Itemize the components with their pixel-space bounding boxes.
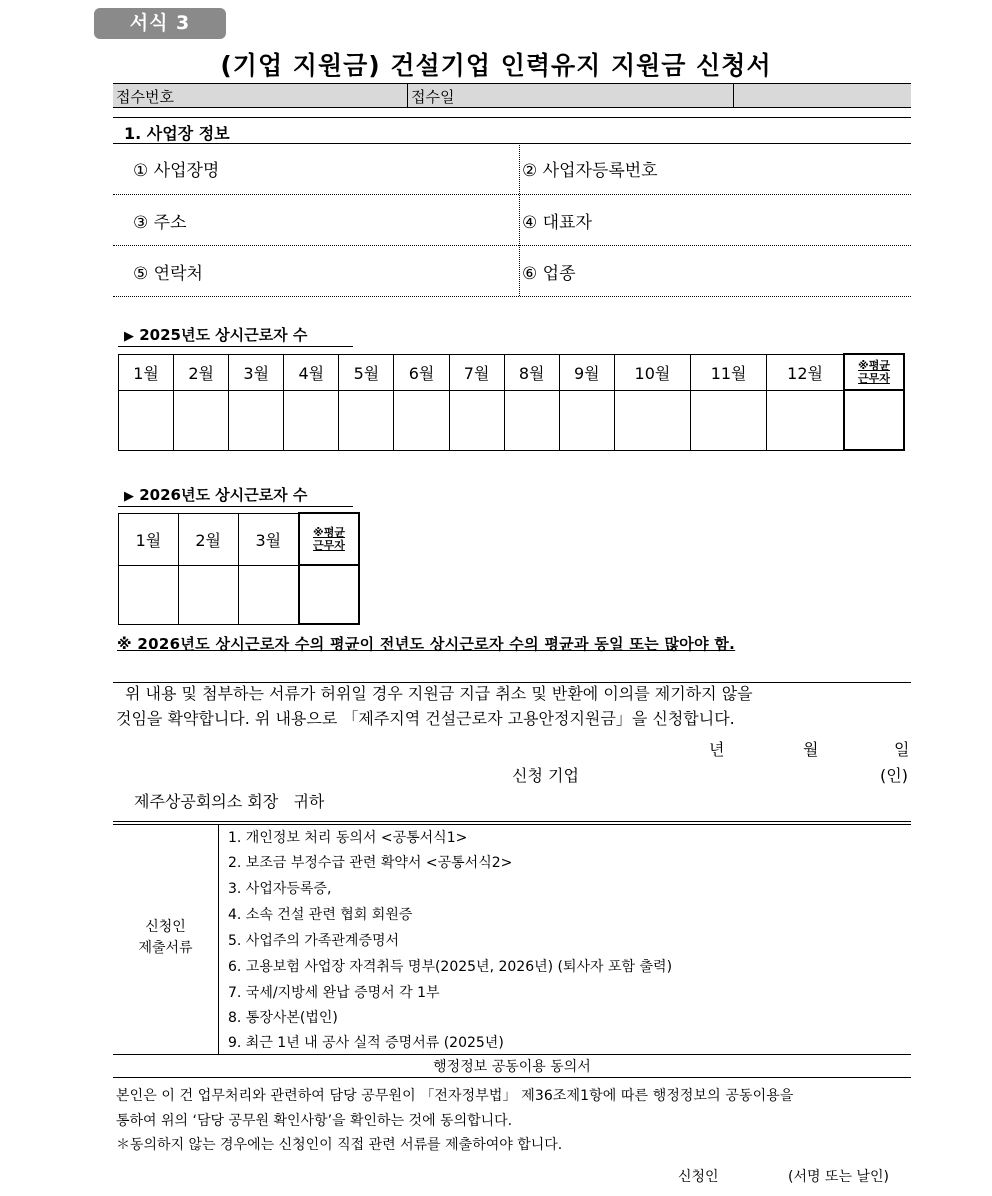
worker-count-cell[interactable] [449, 390, 504, 450]
document-item: 8. 통장사본(법인) [228, 1010, 338, 1026]
month-header: 2월 [174, 354, 229, 390]
worker-count-cell[interactable] [238, 565, 299, 624]
worker-count-cell[interactable] [614, 390, 690, 450]
month-header: 1월 [119, 354, 174, 390]
consent-line2: 통하여 위의 ‘담당 공무원 확인사항’을 확인하는 것에 동의합니다. [116, 1113, 513, 1129]
month-header: 11월 [691, 354, 767, 390]
document-item: 1. 개인정보 처리 동의서 <공통서식1> [228, 830, 468, 846]
document-item: 9. 최근 1년 내 공사 실적 증명서류 (2025년) [228, 1035, 504, 1051]
month-header: 9월 [559, 354, 614, 390]
applicant-company-label: 신청 기업 [512, 766, 579, 785]
month-header: 7월 [449, 354, 504, 390]
consent-line3: ＊동의하지 않는 경우에는 신청인이 직접 관련 서류를 제출하여야 합니다. [116, 1137, 563, 1153]
receipt-bar [113, 83, 911, 108]
average-worker-header: ※평균 근무자 [844, 354, 904, 390]
worker-count-cell[interactable] [767, 390, 844, 450]
worker-count-cell[interactable] [119, 390, 174, 450]
document-item: 7. 국세/지방세 완납 증명서 각 1부 [228, 985, 440, 1001]
month-header: 1월 [119, 513, 179, 565]
document-item: 2. 보조금 부정수급 관련 확약서 <공통서식2> [228, 855, 513, 871]
consent-applicant-label: 신청인 [678, 1169, 719, 1185]
triangle-bullet-icon: ▶ [124, 489, 134, 504]
date-year-label: 년 [709, 740, 725, 759]
month-header: 3월 [238, 513, 299, 565]
date-month-label: 월 [803, 740, 819, 759]
average-worker-header: ※평균 근무자 [299, 513, 359, 565]
workers-2025-heading: ▶ 2025년도 상시근로자 수 [124, 326, 308, 344]
documents-label: 신청인 제출서류 [138, 919, 193, 956]
workers-2026-table [118, 512, 360, 625]
declaration-line1: 위 내용 및 첨부하는 서류가 허위일 경우 지원금 지급 취소 및 반환에 이의를 제기하지 않을 [125, 684, 753, 703]
month-header: 5월 [339, 354, 394, 390]
seal-mark: (인) [880, 766, 908, 785]
month-header: 6월 [394, 354, 449, 390]
worker-count-cell[interactable] [178, 565, 238, 624]
date-day-label: 일 [894, 740, 910, 759]
worker-count-cell[interactable] [174, 390, 229, 450]
month-header: 12월 [767, 354, 844, 390]
document-item: 6. 고용보험 사업장 자격취득 명부(2025년, 2026년) (퇴사자 포함 출력) [228, 959, 673, 975]
address-field: ③ 주소 [133, 213, 187, 233]
month-header: 10월 [614, 354, 690, 390]
contact-field: ⑤ 연락처 [133, 264, 203, 284]
declaration-line2: 것임을 확약합니다. 위 내용으로 「제주지역 건설근로자 고용안정지원금」을 신청합니다. [116, 709, 735, 728]
worker-count-cell[interactable] [284, 390, 339, 450]
document-item: 3. 사업자등록증, [228, 881, 332, 897]
consent-signature-label: (서명 또는 날인) [788, 1169, 889, 1185]
business-reg-number-field: ② 사업자등록번호 [522, 161, 658, 181]
section1-heading: 1. 사업장 정보 [124, 124, 230, 143]
document-item: 5. 사업주의 가족관계증명서 [228, 933, 400, 949]
form-number-tag: 서식 3 [94, 8, 226, 39]
worker-count-cell[interactable] [504, 390, 559, 450]
addressee: 제주상공회의소 회장 귀하 [134, 792, 325, 811]
average-notice: ※ 2026년도 상시근로자 수의 평균이 전년도 상시근로자 수의 평균과 동일 또는 많아야 함. [117, 635, 736, 653]
worker-count-cell[interactable] [229, 390, 284, 450]
worker-count-cell[interactable] [394, 390, 449, 450]
worker-count-cell[interactable] [119, 565, 179, 624]
triangle-bullet-icon: ▶ [124, 329, 134, 344]
business-name-field: ① 사업장명 [133, 161, 220, 181]
month-header: 8월 [504, 354, 559, 390]
worker-count-cell[interactable] [559, 390, 614, 450]
industry-field: ⑥ 업종 [522, 264, 576, 284]
consent-title: 행정정보 공동이용 동의서 [433, 1059, 591, 1075]
receipt-number-label: 접수번호 [116, 88, 174, 106]
worker-count-cell[interactable] [691, 390, 767, 450]
form-title: (기업 지원금) 건설기업 인력유지 지원금 신청서 [220, 51, 772, 80]
receipt-date-label: 접수일 [411, 88, 455, 106]
workers-2025-table [118, 353, 905, 451]
workers-2026-heading: ▶ 2026년도 상시근로자 수 [124, 486, 308, 504]
consent-line1: 본인은 이 건 업무처리와 관련하여 담당 공무원이 「전자정부법」 제36조제1항에 따른 행정정보의 공동이용을 [116, 1088, 794, 1104]
representative-field: ④ 대표자 [522, 213, 592, 233]
month-header: 3월 [229, 354, 284, 390]
document-item: 4. 소속 건설 관련 협회 회원증 [228, 907, 413, 923]
worker-count-cell[interactable] [339, 390, 394, 450]
average-worker-cell[interactable] [844, 390, 904, 450]
average-worker-cell[interactable] [299, 565, 359, 624]
month-header: 2월 [178, 513, 238, 565]
month-header: 4월 [284, 354, 339, 390]
